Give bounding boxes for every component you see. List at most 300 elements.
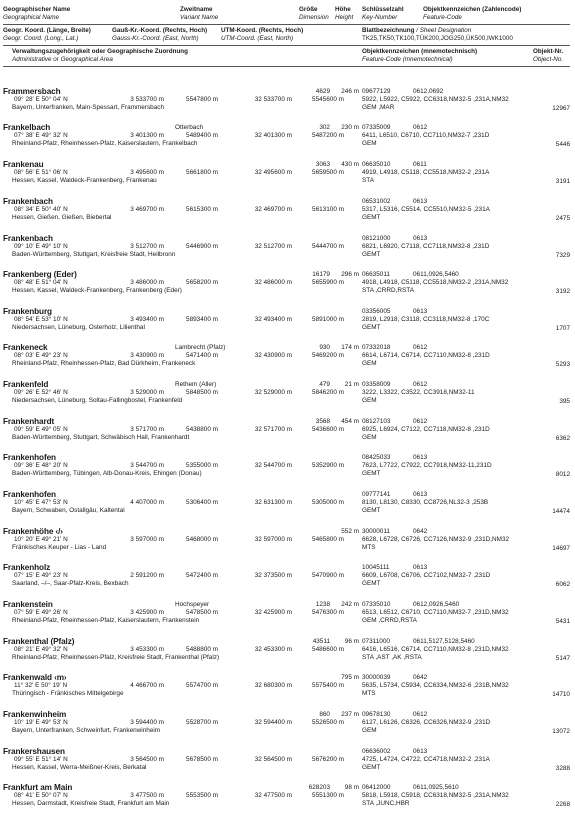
entry-utm-north: 5545600 m [312, 96, 344, 103]
entry-variant: Rethem (Aller) [175, 381, 217, 388]
entry-dimension: 3568 [315, 418, 330, 425]
entry-gk-east: 3 486000 m [130, 279, 164, 286]
entry-mnemonic: GEM [362, 397, 377, 404]
entry-geo-coord: 09° 55' E 51° 14' N [14, 756, 68, 763]
entry-variant: Hochspeyer [175, 601, 210, 608]
entry-name: Frankenholz [3, 563, 51, 572]
entry-utm-north: 5613100 m [312, 206, 344, 213]
entry-name: Frankenhofen [3, 490, 56, 499]
header-rule [3, 66, 570, 67]
entry [0, 600, 575, 636]
entry-sheets: 3222, L3322, C3522, CC3918,NM32-11 [362, 389, 475, 396]
entry [0, 673, 575, 709]
entry-key-number: 09678130 [362, 711, 391, 718]
entry-sheets: 6416, L6516, C6714, CC7110,NM32-8 ,231D,NM32 [362, 646, 509, 653]
entry-height: 430 m [341, 161, 359, 168]
entry-utm-east: 32 493400 m [254, 316, 292, 323]
entry-geo-coord: 08° 54' E 53° 10' N [14, 316, 68, 323]
entry-area: Niedersachsen, Lüneburg, Soltau-Fallingbostel, Frankenfeld [12, 397, 183, 404]
header-height: Höhe Height [335, 6, 354, 21]
entry-object-number: 1707 [555, 325, 570, 332]
entry-mnemonic: MTS [362, 690, 376, 697]
entry-gk-east: 3 493400 m [130, 316, 164, 323]
entry-gk-north: 5471400 m [186, 352, 218, 359]
entry-name: Frankenbach [3, 234, 53, 243]
entry-gk-north: 5678500 m [186, 756, 218, 763]
entry-variant: Lambrecht (Pfalz) [175, 344, 226, 351]
entry-feature-code: 0613 [413, 198, 428, 205]
entry-key-number: 08121000 [362, 235, 391, 242]
entry-sheets: 5317, L5316, C5514, CC5510,NM32-5 ,231A [362, 206, 490, 213]
entry-gk-east: 3 477500 m [130, 792, 164, 799]
entry-area: Hessen, Kassel, Waldeck-Frankenberg, Frankenau [12, 177, 157, 184]
entry-dimension: 3063 [315, 161, 330, 168]
entry-sheets: 4918, L4918, C5118, CC5518,NM32-2 ,231A,NM32 [362, 279, 509, 286]
entry-area: Hessen, Gießen, Gießen, Biebertal [12, 214, 112, 221]
entry-area: Bayern, Schwaben, Ostallgäu, Kaltental [12, 507, 125, 514]
entry-gk-north: 5468000 m [186, 536, 218, 543]
entry-object-number: 3191 [555, 178, 570, 185]
entry-geo-coord: 10° 19' E 49° 53' N [14, 719, 68, 726]
entry-feature-code: 0612 [413, 418, 428, 425]
entry-dimension: 628203 [308, 784, 330, 791]
entry [0, 123, 575, 159]
entry-gk-north: 5658200 m [186, 279, 218, 286]
entry-geo-coord: 11° 32' E 50° 19' N [14, 682, 68, 689]
entry-feature-code: 0613 [413, 235, 428, 242]
entry-feature-code: 0611,5127,5128,5460 [413, 638, 475, 645]
entry-geo-coord: 08° 34' E 50° 40' N [14, 206, 68, 213]
entry-area: Bayern, Unterfranken, Main-Spessart, Frammersbach [12, 104, 165, 111]
entry-mnemonic: GEMT [362, 507, 381, 514]
entry-sheets: 5818, L5918, C5918, CC6318,NM32-5 ,231A,NM32 [362, 792, 509, 799]
entry-utm-north: 5486600 m [312, 646, 344, 653]
entry-name: Frankenburg [3, 307, 52, 316]
entry [0, 783, 575, 819]
entry-gk-north: 5478500 m [186, 609, 218, 616]
entry-sheets: 6628, L6728, C6726, CC7126,NM32-9 ,231D,NM32 [362, 536, 510, 543]
entry-sheets: 6513, L6512, C6710, CC7110,NM32-7 ,231D,NM32 [362, 609, 509, 616]
entry-key-number: 08425033 [362, 454, 391, 461]
entry-feature-code: 0612,0692 [413, 88, 444, 95]
header-mnemonic-code: Objektkennzeichen (mnemotechnisch) Feature-Code (mnemotechnical) [362, 48, 478, 63]
entry-utm-north: 5352900 m [312, 462, 344, 469]
entry-gk-east: 3 533700 m [130, 96, 164, 103]
entry-height: 296 m [341, 271, 359, 278]
entry-mnemonic: STA [362, 177, 374, 184]
entry-mnemonic: GEMT [362, 470, 381, 477]
entry-name: Frankenstein [3, 600, 53, 609]
entry-dimension: 479 [319, 381, 330, 388]
entry-gk-east: 3 529000 m [130, 389, 164, 396]
entry-feature-code: 0612 [413, 381, 428, 388]
entry-variant: Otterbach [175, 124, 204, 131]
entry-key-number: 10045111 [362, 564, 390, 571]
entry-utm-east: 32 512700 m [254, 243, 292, 250]
header-admin-area: Verwaltungszugehörigkeit oder Geographische Zuordnung Administrative or Geographical Area [12, 48, 188, 63]
entry [0, 160, 575, 196]
entry-object-number: 7329 [555, 252, 570, 259]
entry-geo-coord: 07° 59' E 49° 26' N [14, 609, 68, 616]
entry-object-number: 2475 [555, 215, 570, 222]
entry-geo-coord: 09° 36' E 48° 20' N [14, 462, 68, 469]
entry-mnemonic: GEMT [362, 324, 381, 331]
entry-object-number: 5147 [555, 655, 570, 662]
entry-key-number: 07311000 [362, 638, 390, 645]
entry-utm-east: 32 564500 m [254, 756, 292, 763]
entry-height: 96 m [344, 638, 359, 645]
entry-gk-north: 5848500 m [186, 389, 218, 396]
entry-key-number: 08127103 [362, 418, 391, 425]
entry-mnemonic: GEMT [362, 251, 381, 258]
entry-feature-code: 0612 [413, 711, 428, 718]
entry-gk-east: 3 512700 m [130, 243, 164, 250]
entry-gk-east: 3 453300 m [130, 646, 164, 653]
entry-feature-code: 0642 [413, 528, 428, 535]
entry-name: Frankenbach [3, 197, 53, 206]
entry-height: 230 m [341, 124, 359, 131]
entry-name: Frankenhardt [3, 417, 55, 426]
entry-sheets: 6127, L6126, C6326, CC6326,NM32-9 ,231D [362, 719, 491, 726]
entry-feature-code: 0613 [413, 748, 428, 755]
entry-key-number: 07335010 [362, 601, 391, 608]
entry-dimension: 1238 [315, 601, 330, 608]
entry-key-number: 06636002 [362, 748, 391, 755]
entry-sheets: 5635, L5734, C5934, CC6334,NM32-6 ,231B,NM32 [362, 682, 509, 689]
header-sheet-designation: Blattbezeichnung / Sheet Designation TK25,TK50,TK100,TÜK200,JOG250,ÜK500,IWK1000 [362, 27, 513, 42]
entry [0, 270, 575, 306]
entry-mnemonic: GEM [362, 434, 377, 441]
entry-utm-north: 5575400 m [312, 682, 344, 689]
entry-feature-code: 0612,0926,5460 [413, 601, 460, 608]
entry-key-number: 09677129 [362, 88, 391, 95]
entry-geo-coord: 10° 20' E 49° 21' N [14, 536, 68, 543]
entry-feature-code: 0611,0925,5610 [413, 784, 459, 791]
entry [0, 197, 575, 233]
entry-utm-east: 32 469700 m [254, 206, 292, 213]
entry-utm-north: 5305000 m [312, 499, 344, 506]
entry-geo-coord: 08° 21' E 49° 32' N [14, 646, 68, 653]
entry-gk-north: 5488800 m [186, 646, 218, 653]
entry-gk-east: 4 407000 m [130, 499, 164, 506]
header-utm: UTM-Koord. (Rechts, Hoch) UTM-Coord. (East, North) [221, 27, 304, 42]
entry-gk-north: 5553500 m [186, 792, 218, 799]
entry-object-number: 6362 [555, 435, 570, 442]
entry-area: Hessen, Darmstadt, Kreisfreie Stadt, Frankfurt am Main [12, 800, 170, 807]
entry-height: 21 m [344, 381, 359, 388]
entry-utm-east: 32 477500 m [254, 792, 292, 799]
entry-gk-east: 3 469700 m [130, 206, 164, 213]
entry-key-number: 07332018 [362, 344, 391, 351]
entry-gk-east: 3 544700 m [130, 462, 164, 469]
entry [0, 87, 575, 123]
entry-utm-north: 5444700 m [312, 243, 344, 250]
header-geographical-name: Geographischer Name Geographical Name [3, 6, 71, 21]
entry-gk-east: 4 466700 m [130, 682, 164, 689]
entry-sheets: 6614, L6714, C6714, CC7110,NM32-8 ,231D [362, 352, 490, 359]
entry-mnemonic: GEM [362, 140, 377, 147]
entry-gk-north: 5489400 m [186, 132, 218, 139]
header-key-number: Schlüsselzahl Key-Number [362, 6, 404, 21]
entry-key-number: 03356005 [362, 308, 391, 315]
entry-height: 795 m [341, 674, 359, 681]
entry-gk-north: 5306400 m [186, 499, 218, 506]
entry-feature-code: 0613 [413, 564, 428, 571]
entry-utm-north: 5487200 m [312, 132, 344, 139]
entry-name: Frankfurt am Main [3, 783, 73, 792]
entry-object-number: 13072 [552, 728, 570, 735]
header-rule [3, 45, 570, 46]
entry-key-number: 06412000 [362, 784, 391, 791]
entry-utm-north: 5659500 m [312, 169, 344, 176]
entry-dimension: 16179 [312, 271, 330, 278]
entry-gk-east: 3 571700 m [130, 426, 164, 433]
entry-name: Frankenberg (Eder) [3, 270, 77, 279]
entry-feature-code: 0613 [413, 454, 428, 461]
entry-feature-code: 0611,0926,5460 [413, 271, 459, 278]
entry-utm-north: 5676200 m [312, 756, 344, 763]
entry-name: Frankenhofen [3, 453, 56, 462]
entry-area: Bayern, Unterfranken, Schweinfurt, Frankenwinheim [12, 727, 161, 734]
entry [0, 527, 575, 563]
entry-mnemonic: GEM ,CRRD,RSTA [362, 617, 417, 624]
header-gauss-kruger: Gauß-Kr.-Koord. (Rechts, Hoch) Gauss-Kr.-Coord. (East, North) [112, 27, 208, 42]
entry-gk-east: 3 495600 m [130, 169, 164, 176]
entry-key-number: 30000039 [362, 674, 391, 681]
entry-height: 454 m [341, 418, 359, 425]
entry [0, 380, 575, 416]
entry-gk-north: 5547800 m [186, 96, 218, 103]
entry-name: Frankershausen [3, 747, 65, 756]
entry-utm-east: 32 425900 m [254, 609, 292, 616]
header-dimension: Größe Dimension [299, 6, 329, 21]
entry-sheets: 8130, L8130, C8330, CC8726,NL32-3 ,253B [362, 499, 489, 506]
entry-utm-east: 32 401300 m [254, 132, 292, 139]
entry-utm-north: 5846200 m [312, 389, 344, 396]
entry-mnemonic: STA ,AST ,AK ,RSTA [362, 654, 422, 661]
entry-object-number: 5446 [555, 141, 570, 148]
entry-name: Frankenwald ‹m› [3, 673, 67, 682]
entry-utm-north: 5476300 m [312, 609, 344, 616]
entry [0, 490, 575, 526]
entry-key-number: 06635010 [362, 161, 391, 168]
entry-utm-north: 5469200 m [312, 352, 344, 359]
entry-gk-east: 2 591200 m [130, 572, 164, 579]
entry-utm-east: 32 533700 m [254, 96, 292, 103]
header-variant-name: Zweitname Variant Name [180, 6, 219, 21]
entry-gk-north: 5472400 m [186, 572, 218, 579]
entry-area: Hessen, Kassel, Werra-Meißner-Kreis, Berkatal [12, 764, 147, 771]
entry-dimension: 43511 [312, 638, 330, 645]
entry-name: Frankenau [3, 160, 44, 169]
entry-name: Frankenfeld [3, 380, 49, 389]
entry-key-number: 03358009 [362, 381, 391, 388]
entry [0, 710, 575, 746]
entry-height: 246 m [341, 88, 359, 95]
entry-gk-east: 3 401300 m [130, 132, 164, 139]
entry-utm-north: 5470900 m [312, 572, 344, 579]
entry-gk-north: 5446900 m [186, 243, 218, 250]
entry-gk-east: 3 594400 m [130, 719, 164, 726]
entry-object-number: 3288 [555, 765, 570, 772]
entry-mnemonic: GEM ,MAR [362, 104, 395, 111]
entry-gk-north: 5528700 m [186, 719, 218, 726]
entry-mnemonic: GEM [362, 360, 377, 367]
entry-mnemonic: GEMT [362, 764, 381, 771]
entry-sheets: 6821, L6920, C7118, CC7118,NM32-8 ,231D [362, 243, 490, 250]
header-geo-coord: Geogr. Koord. (Länge, Breite) Geogr. Coord. (Long., Lat.) [3, 27, 91, 42]
entry-name: Frankelbach [3, 123, 51, 132]
entry-utm-east: 32 594400 m [254, 719, 292, 726]
entry-area: Rheinland-Pfalz, Rheinhessen-Pfalz, Bad Dürkheim, Frankeneck [12, 360, 196, 367]
entry-object-number: 14697 [552, 545, 570, 552]
entry-utm-east: 32 495600 m [254, 169, 292, 176]
entry-mnemonic: GEMT [362, 214, 381, 221]
entry-geo-coord: 07° 15' E 49° 23' N [14, 572, 68, 579]
entry-utm-east: 32 453300 m [254, 646, 292, 653]
entry-height: 552 m [341, 528, 359, 535]
entry-utm-north: 5891000 m [312, 316, 344, 323]
entry-key-number: 30000011 [362, 528, 390, 535]
entry-area: Rheinland-Pfalz, Rheinhessen-Pfalz, Kaiserslautern, Frankenstein [12, 617, 200, 624]
entry-area: Baden-Württemberg, Stuttgart, Kreisfreie Stadt, Heilbronn [12, 251, 176, 258]
entry-gk-north: 5355000 m [186, 462, 218, 469]
entry-utm-east: 32 373500 m [254, 572, 292, 579]
entry-area: Fränkisches Keuper - Lias - Land [12, 544, 107, 551]
entry-geo-coord: 08° 03' E 49° 23' N [14, 352, 68, 359]
entry-sheets: 6925, L6924, C7122, CC7118,NM32-8 ,231D [362, 426, 490, 433]
entry-geo-coord: 09° 28' E 50° 04' N [14, 96, 68, 103]
entry-key-number: 06531002 [362, 198, 391, 205]
entry-utm-east: 32 486000 m [254, 279, 292, 286]
entry-object-number: 5293 [555, 361, 570, 368]
entry-feature-code: 0612 [413, 124, 428, 131]
entry-gk-north: 5893400 m [186, 316, 218, 323]
entry-utm-east: 32 680300 m [254, 682, 292, 689]
entry-object-number: 395 [559, 398, 570, 405]
entry-key-number: 07335009 [362, 124, 391, 131]
entry-feature-code: 0613 [413, 308, 428, 315]
entry-mnemonic: MTS [362, 544, 376, 551]
entry-utm-east: 32 571700 m [254, 426, 292, 433]
entry-object-number: 12967 [552, 105, 570, 112]
entry-feature-code: 0642 [413, 674, 428, 681]
entry-height: 237 m [341, 711, 359, 718]
entry-area: Baden-Württemberg, Tübingen, Alb-Donau-Kreis, Ehingen (Donau) [12, 470, 202, 477]
entry-geo-coord: 08° 41' E 50° 07' N [14, 792, 68, 799]
entry-name: Frammersbach [3, 87, 61, 96]
entry-mnemonic: STA ,JUNC,HBR [362, 800, 410, 807]
header-rule [3, 24, 570, 25]
entry-utm-east: 32 430900 m [254, 352, 292, 359]
entry-name: Frankenhöhe ‹/› [3, 527, 63, 536]
entry-gk-east: 3 425900 m [130, 609, 164, 616]
entry-sheets: 5922, L5922, C5922, CC6318,NM32-5 ,231A,NM32 [362, 96, 509, 103]
entry-feature-code: 0611 [413, 161, 427, 168]
entry-utm-east: 32 529000 m [254, 389, 292, 396]
entry-feature-code: 0613 [413, 491, 428, 498]
entry-object-number: 6062 [555, 581, 570, 588]
entry-area: Thüringisch - Fränkisches Mittelgebirge [12, 690, 124, 697]
entry-name: Frankenthal (Pfalz) [3, 637, 75, 646]
entry-area: Rheinland-Pfalz, Rheinhessen-Pfalz, Kaiserslautern, Frankelbach [12, 140, 198, 147]
entry-geo-coord: 08° 48' E 51° 04' N [14, 279, 68, 286]
entry-object-number: 14474 [552, 508, 570, 515]
entry-object-number: 14710 [552, 691, 570, 698]
entry-area: Saarland, –/–, Saar-Pfalz-Kreis, Bexbach [12, 580, 129, 587]
entry-object-number: 2268 [555, 801, 570, 808]
entry-dimension: 860 [319, 711, 330, 718]
entry-feature-code: 0612 [413, 344, 428, 351]
entry-object-number: 8012 [555, 471, 570, 478]
entry-gk-north: 5574700 m [186, 682, 218, 689]
entry-dimension: 930 [319, 344, 330, 351]
entry [0, 563, 575, 599]
entry-sheets: 6609, L6708, C6706, CC7102,NM32-7 ,231D [362, 572, 491, 579]
entry-height: 98 m [344, 784, 359, 791]
entry-geo-coord: 09° 10' E 49° 10' N [14, 243, 68, 250]
entry-geo-coord: 08° 56' E 51° 06' N [14, 169, 68, 176]
entry [0, 234, 575, 270]
entry-key-number: 06635011 [362, 271, 390, 278]
entry-area: Niedersachsen, Lüneburg, Osterholz, Lilienthal [12, 324, 145, 331]
entry-utm-north: 5551300 m [312, 792, 344, 799]
entry-dimension: 302 [319, 124, 330, 131]
entry-key-number: 09777141 [362, 491, 391, 498]
header-feature-code: Objektkennzeichen (Zahlencode) Feature-Code [423, 6, 522, 21]
entry-area: Rheinland-Pfalz, Rheinhessen-Pfalz, Kreisfreie Stadt, Frankenthal (Pfalz) [12, 654, 220, 661]
entry-sheets: 6411, L6510, C6710, CC7110,NM32-7 ,231D [362, 132, 490, 139]
entry-utm-north: 5436600 m [312, 426, 344, 433]
entry-utm-east: 32 631300 m [254, 499, 292, 506]
entry-name: Frankenwinheim [3, 710, 67, 719]
header-object-number: Objekt-Nr. Object-No. [533, 48, 564, 63]
entry-geo-coord: 09° 59' E 49° 05' N [14, 426, 68, 433]
entry-gk-east: 3 597000 m [130, 536, 164, 543]
entry-height: 174 m [341, 344, 359, 351]
entry-name: Frankeneck [3, 343, 48, 352]
entry-geo-coord: 09° 26' E 52° 46' N [14, 389, 68, 396]
entry-sheets: 4725, L4724, C4722, CC4718,NM32-2 ,231A [362, 756, 490, 763]
entry-mnemonic: STA ,CRRD,RSTA [362, 287, 414, 294]
entry-utm-north: 5655900 m [312, 279, 344, 286]
entry [0, 307, 575, 343]
entry-gk-north: 5615300 m [186, 206, 218, 213]
entry [0, 417, 575, 453]
entry-geo-coord: 07° 38' E 49° 32' N [14, 132, 68, 139]
entry [0, 637, 575, 673]
entry-sheets: 2819, L2918, C3118, CC3118,NM32-8 ,170C [362, 316, 490, 323]
entry-sheets: 4919, L4918, C5118, CC5518,NM32-2 ,231A [362, 169, 490, 176]
entry-object-number: 5431 [555, 618, 570, 625]
entry-utm-east: 32 597000 m [254, 536, 292, 543]
entry-utm-north: 5526500 m [312, 719, 344, 726]
entry-gk-north: 5438800 m [186, 426, 218, 433]
entry-gk-east: 3 430900 m [130, 352, 164, 359]
entry-area: Hessen, Kassel, Waldeck-Frankenberg, Frankenberg (Eder) [12, 287, 182, 294]
entry-mnemonic: GEMT [362, 580, 381, 587]
entry-utm-north: 5465800 m [312, 536, 344, 543]
entry [0, 343, 575, 379]
entry-geo-coord: 10° 45' E 47° 53' N [14, 499, 68, 506]
entry-sheets: 7623, L7722, C7922, CC7918,NM32-11,231D [362, 462, 492, 469]
entry-utm-east: 32 544700 m [254, 462, 292, 469]
entry-gk-east: 3 564500 m [130, 756, 164, 763]
entry [0, 747, 575, 783]
entry [0, 453, 575, 489]
entry-area: Baden-Württemberg, Stuttgart, Schwäbisch Hall, Frankenhardt [12, 434, 190, 441]
entry-object-number: 3192 [555, 288, 570, 295]
